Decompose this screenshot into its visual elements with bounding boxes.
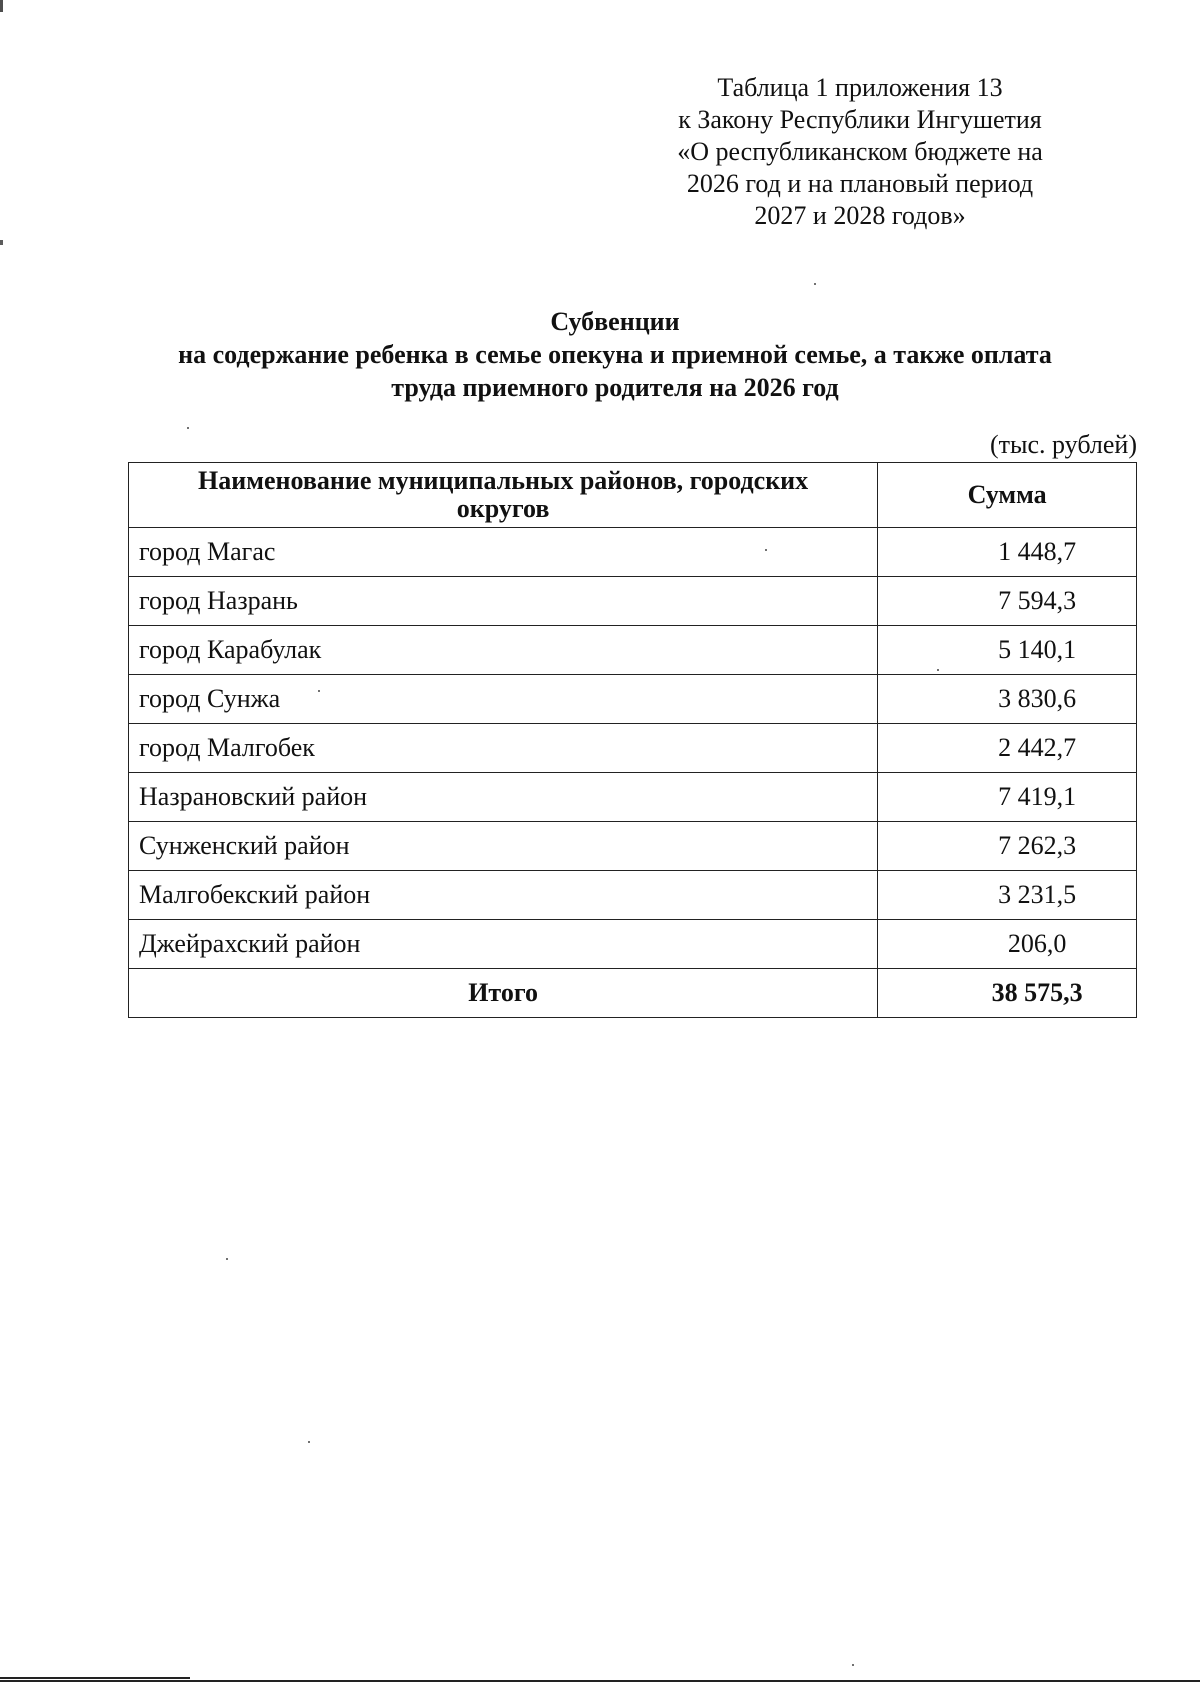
title-line-1: Субвенции <box>550 307 680 336</box>
title-line-3: труда приемного родителя на 2026 год <box>391 373 839 402</box>
appendix-note-line: «О республиканском бюджете на <box>677 137 1043 166</box>
row-name: Назрановский район <box>129 773 878 822</box>
row-sum: 7 262,3 <box>878 822 1137 871</box>
scan-speck <box>765 549 767 551</box>
header-name-line-1: Наименование муниципальных районов, городских <box>198 466 809 495</box>
header-name-line-2: округов <box>456 494 550 523</box>
table-row <box>129 871 1137 920</box>
header-sum-cell: Сумма <box>878 463 1137 528</box>
appendix-note-line: Таблица 1 приложения 13 <box>717 73 1003 102</box>
table-row <box>129 528 1137 577</box>
row-name: Сунженский район <box>129 822 878 871</box>
title-line-2: на содержание ребенка в семье опекуна и приемной семье, а также оплата <box>178 340 1052 369</box>
row-name: город Сунжа <box>129 675 878 724</box>
scan-speck <box>318 690 320 692</box>
row-name: Малгобекский район <box>129 871 878 920</box>
scan-edge-mark <box>0 0 3 1697</box>
row-sum: 1 448,7 <box>878 528 1137 577</box>
scan-speck <box>308 1441 310 1443</box>
total-sum: 38 575,3 <box>878 969 1137 1018</box>
appendix-note-line: к Закону Республики Ингушетия <box>678 105 1042 134</box>
table-row <box>129 626 1137 675</box>
table-row <box>129 920 1137 969</box>
row-name: Джейрахский район <box>129 920 878 969</box>
scan-bottom-edge <box>0 1680 1200 1682</box>
header-name-cell <box>129 463 878 528</box>
row-sum: 2 442,7 <box>878 724 1137 773</box>
row-sum: 5 140,1 <box>878 626 1137 675</box>
appendix-note-line: 2027 и 2028 годов» <box>754 201 966 230</box>
table-row <box>129 773 1137 822</box>
table-row <box>129 675 1137 724</box>
table-row <box>129 577 1137 626</box>
row-sum: 3 231,5 <box>878 871 1137 920</box>
scan-speck <box>187 427 189 429</box>
row-name: город Малгобек <box>129 724 878 773</box>
row-sum: 7 419,1 <box>878 773 1137 822</box>
scan-speck <box>937 669 939 671</box>
table-row <box>129 822 1137 871</box>
scan-speck <box>852 1664 854 1666</box>
appendix-note-line: 2026 год и на плановый период <box>686 169 1034 198</box>
table-total-row <box>129 969 1137 1018</box>
row-name: город Магас <box>129 528 878 577</box>
row-sum: 3 830,6 <box>878 675 1137 724</box>
row-name: город Назрань <box>129 577 878 626</box>
subvention-table <box>128 462 1137 1018</box>
row-name: город Карабулак <box>129 626 878 675</box>
row-sum: 7 594,3 <box>878 577 1137 626</box>
document-title <box>100 305 1130 404</box>
units-label: (тыс. рублей) <box>989 430 1137 459</box>
row-sum: 206,0 <box>878 920 1137 969</box>
scan-speck <box>814 283 816 285</box>
total-label: Итого <box>129 969 878 1018</box>
appendix-note <box>640 72 1080 232</box>
scan-speck <box>226 1258 228 1260</box>
scan-bottom-edge <box>0 1677 190 1679</box>
table-row <box>129 724 1137 773</box>
table-header-row <box>129 463 1137 528</box>
